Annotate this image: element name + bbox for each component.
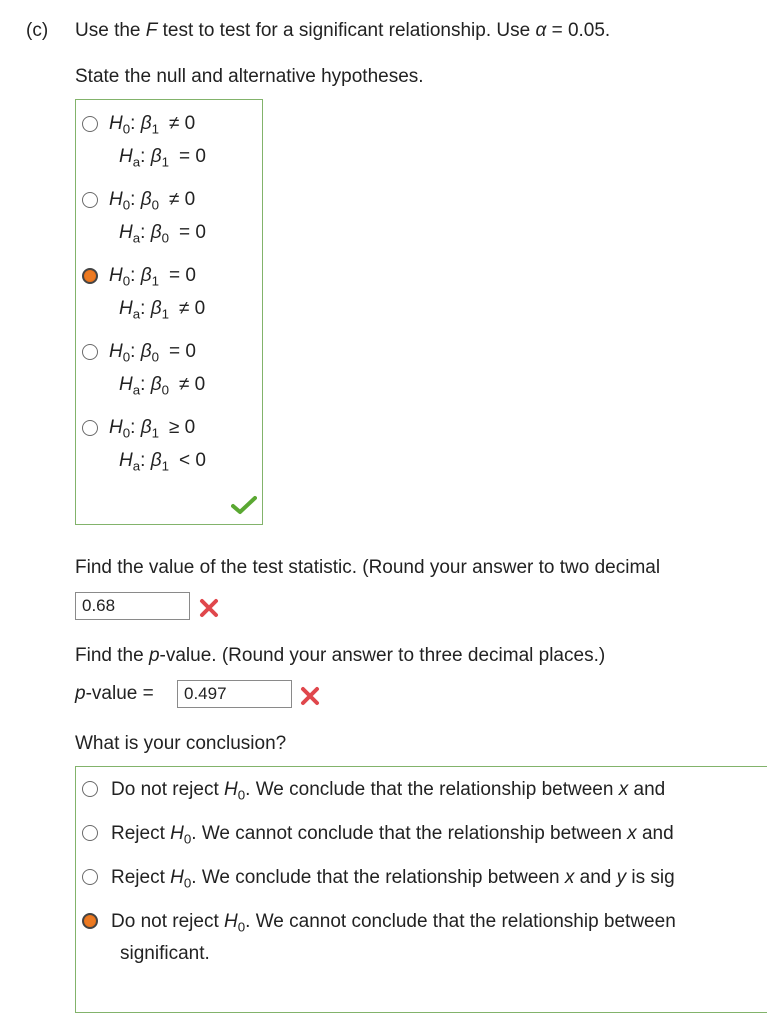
conclusion-radio-3[interactable] <box>82 869 98 885</box>
test-statistic-input[interactable] <box>75 592 190 620</box>
p-value-label: p-value = <box>75 683 154 704</box>
correct-check-icon <box>231 495 257 515</box>
p-value-incorrect-icon <box>300 686 320 706</box>
conclusion-radio-1[interactable] <box>82 781 98 797</box>
conclusion-radio-4[interactable] <box>82 913 98 929</box>
hypothesis-radio-4[interactable] <box>82 344 98 360</box>
conclusion-option-2[interactable]: Reject $H_0$. We cannot conclude that the relationship between x and <box>111 823 674 847</box>
hypothesis-radio-1[interactable] <box>82 116 98 132</box>
hypothesis-1-alt[interactable]: $H_a$: $\beta_1 = 0$ <box>119 146 206 170</box>
part-label: (c) <box>26 20 49 41</box>
hypothesis-2-null[interactable]: $H_0$: $\beta_0 \ne 0$ <box>109 189 196 213</box>
hypothesis-radio-2[interactable] <box>82 192 98 208</box>
hypothesis-4-alt[interactable]: $H_a$: $\beta_0 \ne 0$ <box>119 374 206 398</box>
hypothesis-5-alt[interactable]: $H_a$: $\beta_1 < 0$ <box>119 450 206 474</box>
hypothesis-4-null[interactable]: $H_0$: $\beta_0 = 0$ <box>109 341 196 365</box>
hypothesis-5-null[interactable]: $H_0$: $\beta_1 \ge 0$ <box>109 417 196 441</box>
conclusion-radio-2[interactable] <box>82 825 98 841</box>
hypothesis-3-null[interactable]: $H_0$: $\beta_1 = 0$ <box>109 265 196 289</box>
conclusion-option-4[interactable]: Do not reject $H_0$. We cannot conclude that the relationship between <box>111 911 676 935</box>
hypothesis-1-null[interactable]: $H_0$: $\beta_1 \ne 0$ <box>109 113 196 137</box>
conclusion-option-4-wrap: significant. <box>120 943 210 964</box>
conclusion-answer-box <box>75 766 767 1013</box>
test-statistic-prompt: Find the value of the test statistic. (Round your answer to two decimal <box>75 557 661 578</box>
conclusion-option-3[interactable]: Reject $H_0$. We conclude that the relationship between x and y is sig <box>111 867 675 891</box>
hypothesis-3-alt[interactable]: $H_a$: $\beta_1 \ne 0$ <box>119 298 206 322</box>
conclusion-prompt: What is your conclusion? <box>75 733 287 754</box>
hypothesis-2-alt[interactable]: $H_a$: $\beta_0 = 0$ <box>119 222 206 246</box>
p-value-prompt: Find the p-value. (Round your answer to three decimal places.) <box>75 645 606 666</box>
hypothesis-radio-5[interactable] <box>82 420 98 436</box>
part-intro: Use the F test to test for a significant relationship. Use α = 0.05. <box>75 20 611 41</box>
hypothesis-radio-3[interactable] <box>82 268 98 284</box>
p-value-input[interactable] <box>177 680 292 708</box>
test-statistic-incorrect-icon <box>199 598 219 618</box>
conclusion-option-1[interactable]: Do not reject $H_0$. We conclude that the relationship between x and <box>111 779 666 803</box>
hypotheses-prompt: State the null and alternative hypotheses. <box>75 66 424 87</box>
